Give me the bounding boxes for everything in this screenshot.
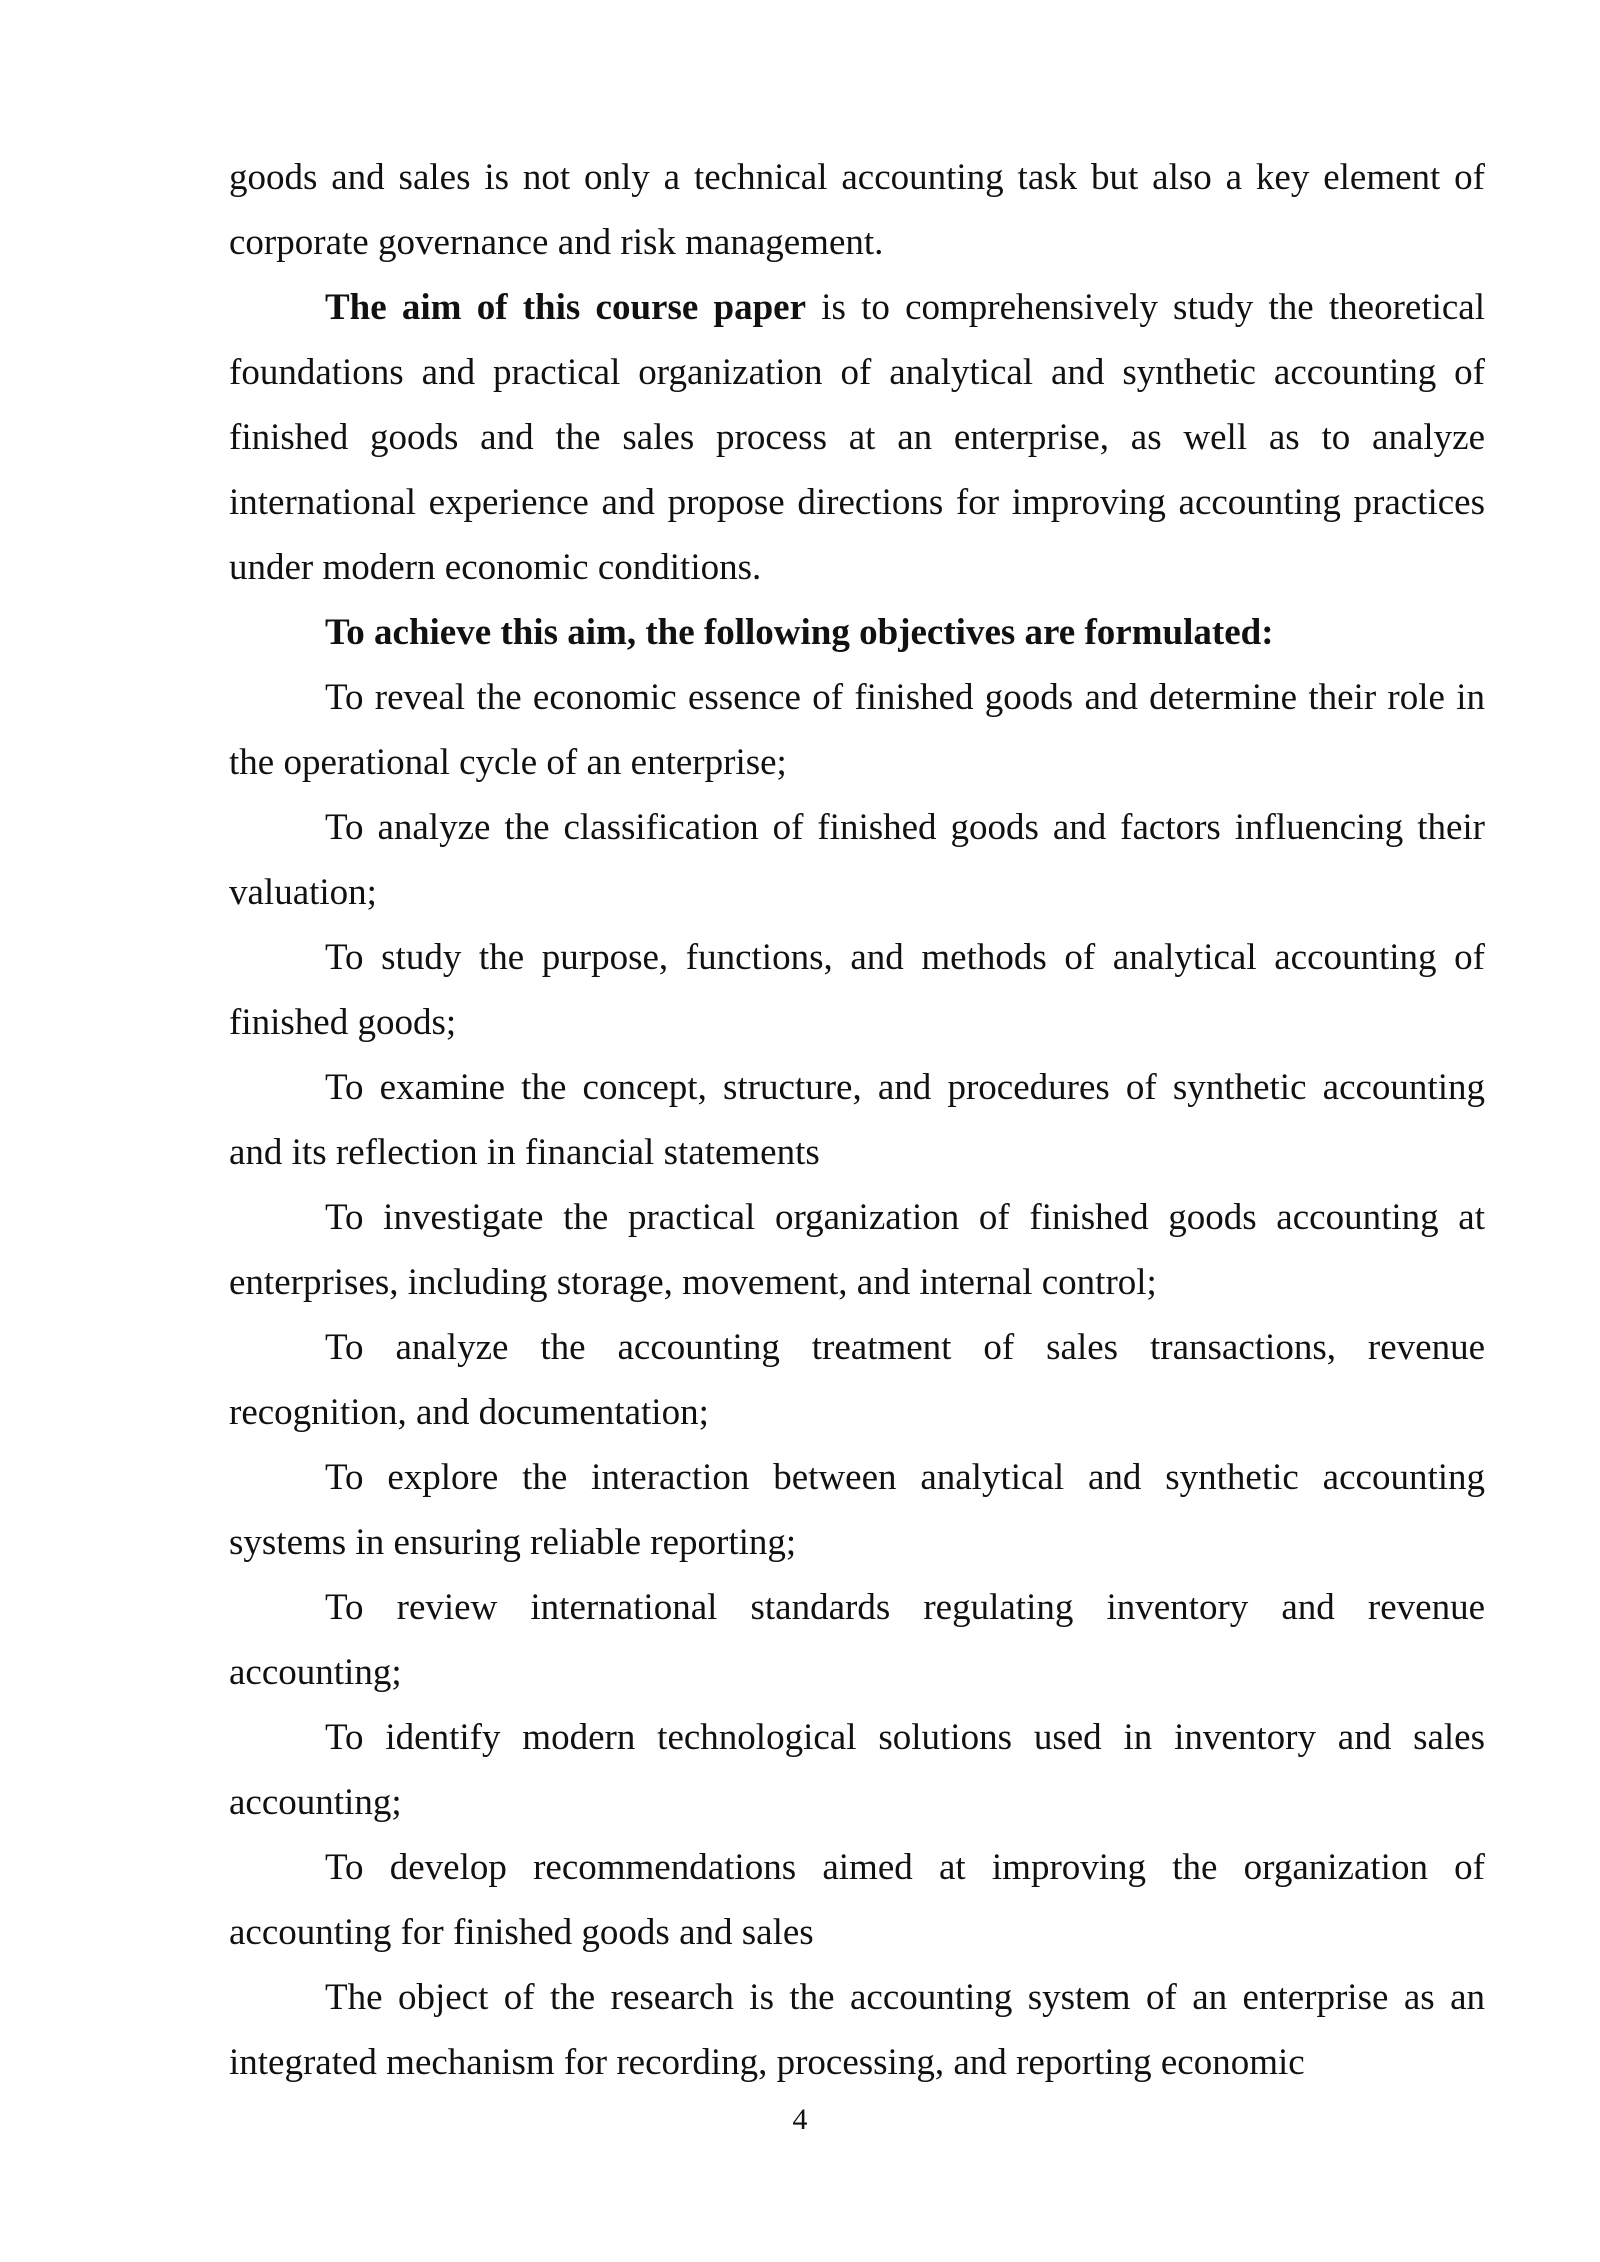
objective-item xyxy=(229,665,1485,795)
paragraph-objectives-heading xyxy=(229,600,1485,665)
objective-item xyxy=(229,1055,1485,1185)
objective-item xyxy=(229,1445,1485,1575)
objective-item xyxy=(229,1575,1485,1705)
objective-item xyxy=(229,1315,1485,1445)
objective-text: To analyze the classification of finished goods and factors influencing their valuation; xyxy=(229,807,1485,913)
paragraph-text: goods and sales is not only a technical accounting task but also a key element of corporate governance and risk management. xyxy=(229,157,1485,263)
objective-item xyxy=(229,1185,1485,1315)
objective-text: To explore the interaction between analytical and synthetic accounting systems in ensuring reliable reporting; xyxy=(229,1457,1485,1563)
aim-lead: The aim of this course paper xyxy=(325,287,806,328)
aim-text: is to comprehensively study the theoretical foundations and practical organization of analytical and synthetic accounting of finished goods and the sales process at an enterprise, as well as to analyze international experience and propose directions for improving accounting practices under modern economic conditions. xyxy=(229,287,1485,588)
objective-text: To examine the concept, structure, and procedures of synthetic accounting and its reflection in financial statements xyxy=(229,1067,1485,1173)
objective-text: To analyze the accounting treatment of sales transactions, revenue recognition, and documentation; xyxy=(229,1327,1485,1433)
objective-item xyxy=(229,795,1485,925)
objective-item xyxy=(229,1835,1485,1965)
objective-text: To investigate the practical organization of finished goods accounting at enterprises, including storage, movement, and internal control; xyxy=(229,1197,1485,1303)
objective-item xyxy=(229,1705,1485,1835)
page-number: 4 xyxy=(792,2103,808,2136)
body-text xyxy=(229,145,1485,2095)
objective-text: To review international standards regulating inventory and revenue accounting; xyxy=(229,1587,1485,1693)
objective-text: To identify modern technological solutions used in inventory and sales accounting; xyxy=(229,1717,1485,1823)
paragraph-aim xyxy=(229,275,1485,600)
objective-text: To reveal the economic essence of finished goods and determine their role in the operational cycle of an enterprise; xyxy=(229,677,1485,783)
objective-item xyxy=(229,925,1485,1055)
paragraph-object xyxy=(229,1965,1485,2095)
objective-text: To study the purpose, functions, and methods of analytical accounting of finished goods; xyxy=(229,937,1485,1043)
objectives-heading: To achieve this aim, the following objectives are formulated: xyxy=(325,612,1274,653)
paragraph-continuation xyxy=(229,145,1485,275)
objective-text: To develop recommendations aimed at improving the organization of accounting for finished goods and sales xyxy=(229,1847,1485,1953)
object-text: The object of the research is the accounting system of an enterprise as an integrated mechanism for recording, processing, and reporting economic xyxy=(229,1977,1485,2083)
